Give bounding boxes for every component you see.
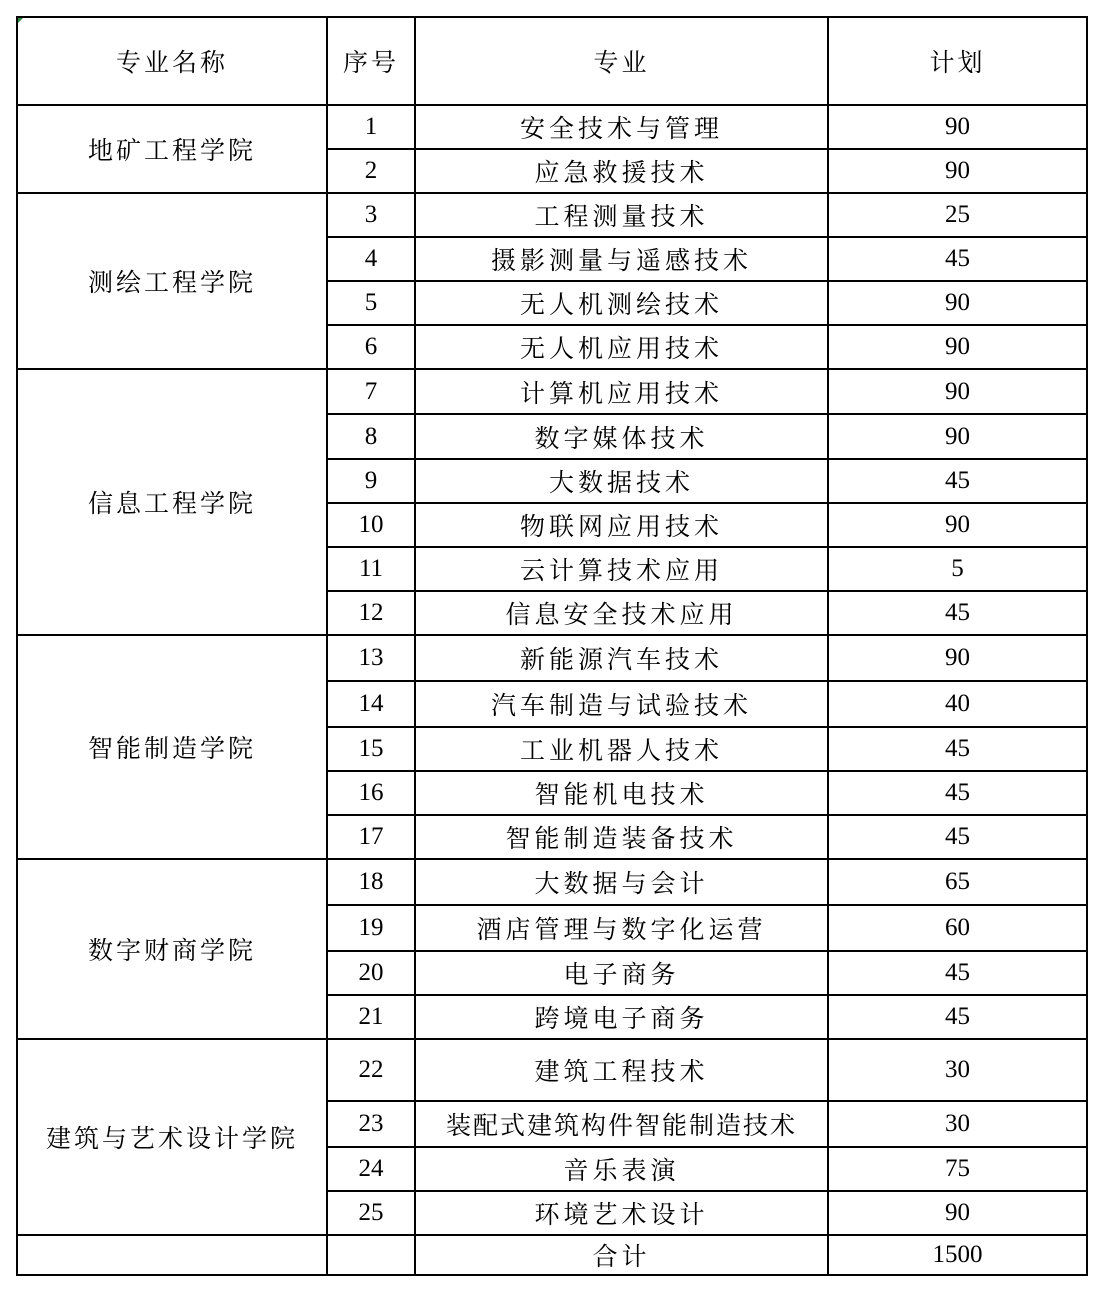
major-cell: 无人机应用技术	[415, 325, 828, 369]
header-index: 序号	[327, 17, 415, 105]
index-cell: 21	[327, 995, 415, 1039]
table-row	[17, 859, 1087, 905]
plan-cell: 5	[828, 547, 1087, 591]
index-cell: 6	[327, 325, 415, 369]
plan-cell: 25	[828, 193, 1087, 237]
index-cell: 18	[327, 859, 415, 905]
index-cell: 5	[327, 281, 415, 325]
college-cell: 信息工程学院	[17, 369, 327, 635]
plan-cell: 40	[828, 681, 1087, 727]
index-cell: 20	[327, 951, 415, 995]
college-cell: 数字财商学院	[17, 859, 327, 1039]
plan-cell: 45	[828, 237, 1087, 281]
major-cell: 安全技术与管理	[415, 105, 828, 149]
plan-cell: 90	[828, 281, 1087, 325]
major-cell: 酒店管理与数字化运营	[415, 905, 828, 951]
index-cell: 19	[327, 905, 415, 951]
plan-cell: 90	[828, 149, 1087, 193]
major-cell: 计算机应用技术	[415, 369, 828, 414]
index-cell: 4	[327, 237, 415, 281]
major-cell: 电子商务	[415, 951, 828, 995]
plan-cell: 90	[828, 1191, 1087, 1235]
major-cell: 汽车制造与试验技术	[415, 681, 828, 727]
table-row	[17, 1039, 1087, 1101]
index-cell: 25	[327, 1191, 415, 1235]
major-cell: 音乐表演	[415, 1147, 828, 1191]
plan-cell: 90	[828, 369, 1087, 414]
plan-cell: 45	[828, 771, 1087, 815]
major-cell: 物联网应用技术	[415, 503, 828, 547]
index-cell: 16	[327, 771, 415, 815]
major-cell: 装配式建筑构件智能制造技术	[415, 1101, 828, 1147]
header-major: 专业	[415, 17, 828, 105]
major-cell: 应急救援技术	[415, 149, 828, 193]
college-cell: 建筑与艺术设计学院	[17, 1039, 327, 1235]
plan-cell: 90	[828, 414, 1087, 459]
major-cell: 无人机测绘技术	[415, 281, 828, 325]
index-cell: 17	[327, 815, 415, 859]
total-empty-index	[327, 1235, 415, 1275]
plan-cell: 45	[828, 459, 1087, 503]
major-cell: 大数据技术	[415, 459, 828, 503]
plan-cell: 45	[828, 727, 1087, 771]
header-college: 专业名称	[17, 17, 327, 105]
major-cell: 环境艺术设计	[415, 1191, 828, 1235]
major-cell: 数字媒体技术	[415, 414, 828, 459]
index-cell: 10	[327, 503, 415, 547]
table-row	[17, 193, 1087, 237]
plan-cell: 60	[828, 905, 1087, 951]
total-row	[17, 1235, 1087, 1275]
table-row	[17, 635, 1087, 681]
major-cell: 信息安全技术应用	[415, 591, 828, 635]
index-cell: 11	[327, 547, 415, 591]
college-cell: 智能制造学院	[17, 635, 327, 859]
major-cell: 建筑工程技术	[415, 1039, 828, 1101]
major-cell: 摄影测量与遥感技术	[415, 237, 828, 281]
index-cell: 22	[327, 1039, 415, 1101]
index-cell: 8	[327, 414, 415, 459]
plan-cell: 30	[828, 1101, 1087, 1147]
total-empty-college	[17, 1235, 327, 1275]
college-cell: 地矿工程学院	[17, 105, 327, 193]
major-cell: 大数据与会计	[415, 859, 828, 905]
index-cell: 2	[327, 149, 415, 193]
index-cell: 15	[327, 727, 415, 771]
major-cell: 新能源汽车技术	[415, 635, 828, 681]
college-cell: 测绘工程学院	[17, 193, 327, 369]
total-label: 合计	[415, 1235, 828, 1275]
index-cell: 14	[327, 681, 415, 727]
total-value: 1500	[828, 1235, 1087, 1275]
index-cell: 13	[327, 635, 415, 681]
index-cell: 1	[327, 105, 415, 149]
index-cell: 3	[327, 193, 415, 237]
header-plan: 计划	[828, 17, 1087, 105]
plan-cell: 45	[828, 995, 1087, 1039]
index-cell: 7	[327, 369, 415, 414]
plan-cell: 90	[828, 635, 1087, 681]
major-cell: 跨境电子商务	[415, 995, 828, 1039]
major-cell: 工程测量技术	[415, 193, 828, 237]
plan-cell: 65	[828, 859, 1087, 905]
plan-cell: 90	[828, 503, 1087, 547]
table-row	[17, 105, 1087, 149]
major-cell: 工业机器人技术	[415, 727, 828, 771]
plan-cell: 45	[828, 815, 1087, 859]
index-cell: 9	[327, 459, 415, 503]
plan-cell: 45	[828, 951, 1087, 995]
plan-cell: 30	[828, 1039, 1087, 1101]
enrollment-plan-table	[16, 16, 1088, 1276]
major-cell: 智能制造装备技术	[415, 815, 828, 859]
major-cell: 云计算技术应用	[415, 547, 828, 591]
plan-cell: 45	[828, 591, 1087, 635]
header-row	[17, 17, 1087, 105]
index-cell: 23	[327, 1101, 415, 1147]
major-cell: 智能机电技术	[415, 771, 828, 815]
plan-cell: 90	[828, 325, 1087, 369]
plan-cell: 90	[828, 105, 1087, 149]
index-cell: 24	[327, 1147, 415, 1191]
table-row	[17, 369, 1087, 414]
index-cell: 12	[327, 591, 415, 635]
plan-cell: 75	[828, 1147, 1087, 1191]
